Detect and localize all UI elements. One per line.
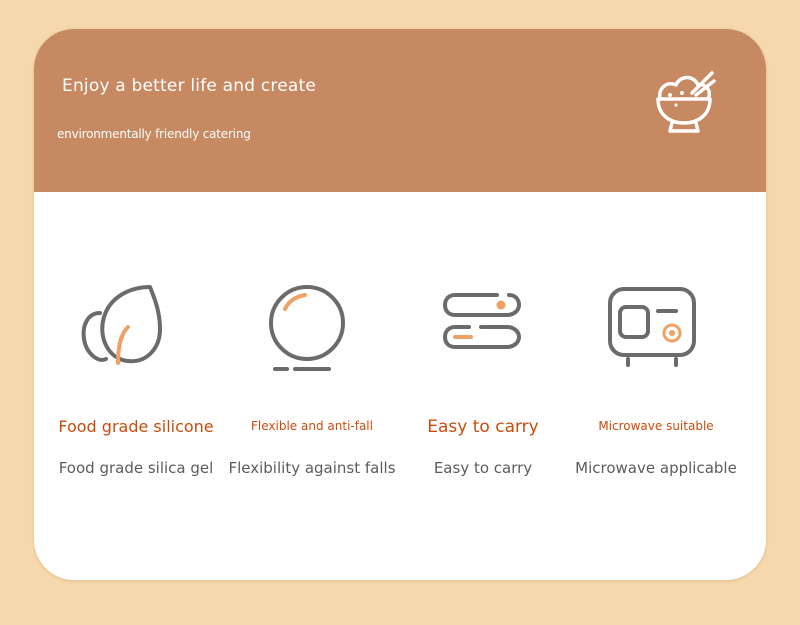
feature-title: Microwave suitable [598,419,714,433]
leaf-icon [80,283,166,373]
rice-bowl-chopsticks-icon [652,67,716,137]
feature-subtitle: Microwave applicable [575,459,737,477]
feature-subtitle: Easy to carry [433,459,533,477]
microwave-icon [606,285,698,369]
feature-microwave [564,269,748,519]
feature-subtitle: Food grade silica gel [58,459,214,477]
feature-flexible [220,269,404,519]
ball-icon [265,283,349,373]
header-banner [34,29,766,192]
feature-title: Food grade silicone [58,417,214,436]
banner-subline: environmentally friendly catering [57,127,251,141]
feature-easy-carry [391,269,575,519]
feature-title: Easy to carry [427,417,539,437]
feature-subtitle: Flexibility against falls [228,459,396,477]
banner-headline: Enjoy a better life and create [62,76,317,96]
feature-title: Flexible and anti-fall [251,419,373,433]
product-card [34,29,766,580]
feature-food-grade [44,269,228,519]
stacked-containers-icon [441,289,525,369]
